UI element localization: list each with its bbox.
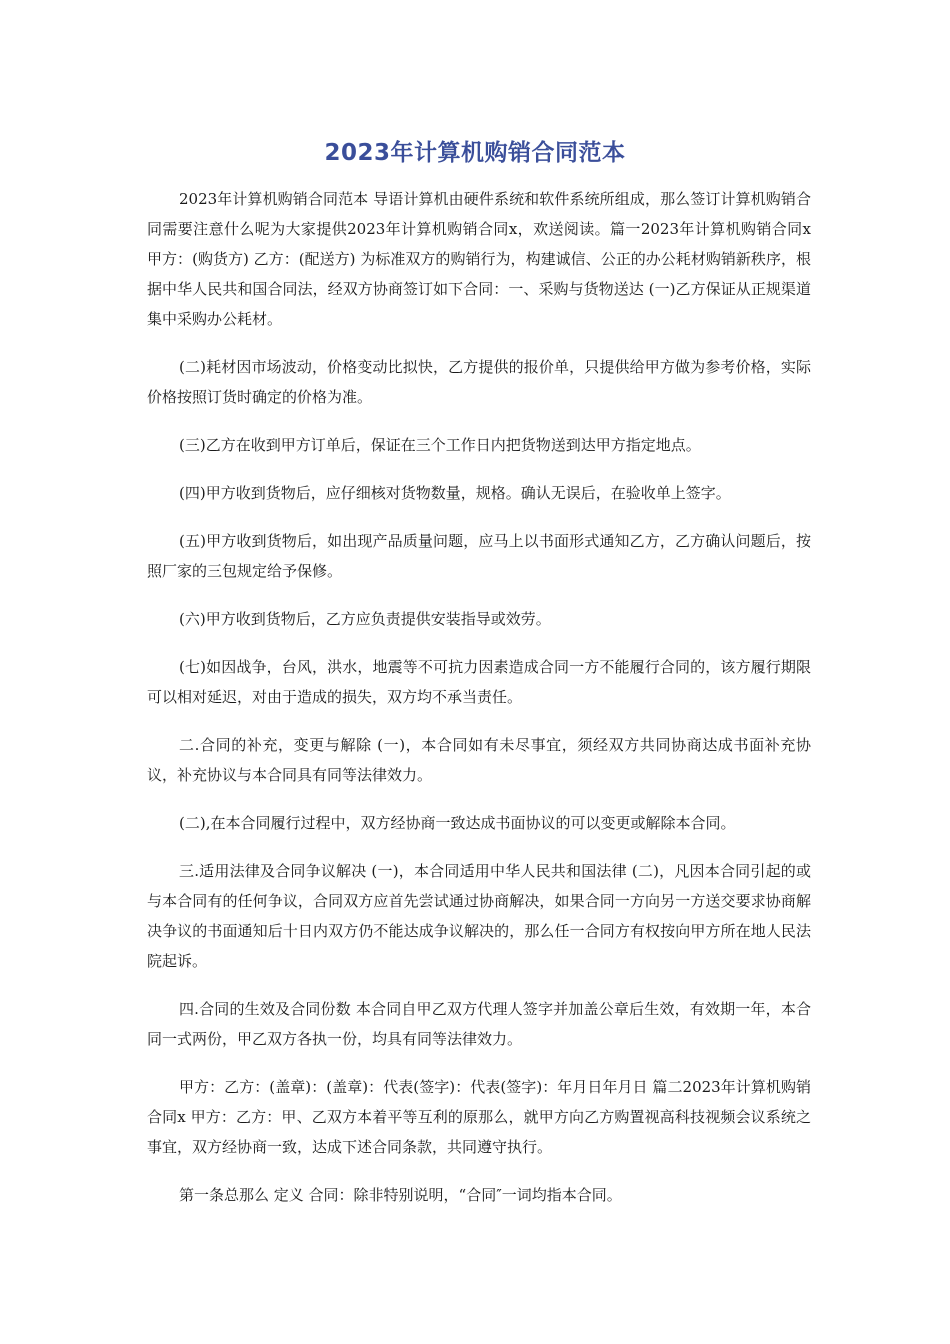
paragraph-8: 二.合同的补充，变更与解除 (一)，本合同如有未尽事宜，须经双方共同协商达成书面补充协议，补充协议与本合同具有同等法律效力。 <box>147 736 811 784</box>
paragraph-10: 三.适用法律及合同争议解决 (一)，本合同适用中华人民共和国法律 (二)，凡因本合同引起的或与本合同有的任何争议，合同双方应首先尝试通过协商解决，如果合同一方向另一方送交要求协商解决争议的书面通知后十日内双方仍不能达成争议解决的，那么任一合同方有权按向甲方所在地人民法院起诉。 <box>147 862 811 970</box>
paragraph-6: (六)甲方收到货物后，乙方应负责提供安装指导或效劳。 <box>179 610 551 628</box>
paragraph-11: 四.合同的生效及合同份数 本合同自甲乙双方代理人签字并加盖公章后生效，有效期一年，本合同一式两份，甲乙双方各执一份，均具有同等法律效力。 <box>147 1000 811 1048</box>
paragraph-12: 甲方：乙方：(盖章)：(盖章)：代表(签字)：代表(签字)：年月日年月日 篇二2023年计算机购销合同x 甲方：乙方：甲、乙双方本着平等互利的原那么，就甲方向乙方购置视高科技视频会议系统之事宜，双方经协商一致，达成下述合同条款，共同遵守执行。 <box>147 1078 811 1156</box>
paragraph-9: (二),在本合同履行过程中，双方经协商一致达成书面协议的可以变更或解除本合同。 <box>179 814 736 832</box>
paragraph-3: (三)乙方在收到甲方订单后，保证在三个工作日内把货物送到达甲方指定地点。 <box>179 436 701 454</box>
paragraph-1: 2023年计算机购销合同范本 导语计算机由硬件系统和软件系统所组成，那么签订计算机购销合同需要注意什么呢为大家提供2023年计算机购销合同x，欢送阅读。篇一2023年计算机购销合同x 甲方：(购货方) 乙方：(配送方) 为标准双方的购销行为，构建诚信、公正的办公耗材购销新秩序，根据中华人民共和国合同法，经双方协商签订如下合同：一、采购与货物送达 (一)乙方保证从正规渠道集中采购办公耗材。 <box>147 190 811 328</box>
paragraph-4: (四)甲方收到货物后，应仔细核对货物数量，规格。确认无误后，在验收单上签字。 <box>179 484 731 502</box>
document-body <box>147 184 811 1228</box>
paragraph-2: (二)耗材因市场波动，价格变动比拟快，乙方提供的报价单，只提供给甲方做为参考价格，实际价格按照订货时确定的价格为准。 <box>147 358 811 406</box>
page-title: 2023年计算机购销合同范本 <box>324 140 626 166</box>
paragraph-7: (七)如因战争，台风，洪水，地震等不可抗力因素造成合同一方不能履行合同的，该方履行期限可以相对延迟，对由于造成的损失，双方均不承当责任。 <box>147 658 811 706</box>
paragraph-13: 第一条总那么 定义 合同：除非特别说明，“合同″一词均指本合同。 <box>179 1186 622 1204</box>
paragraph-5: (五)甲方收到货物后，如出现产品质量问题，应马上以书面形式通知乙方，乙方确认问题后，按照厂家的三包规定给予保修。 <box>147 532 811 580</box>
